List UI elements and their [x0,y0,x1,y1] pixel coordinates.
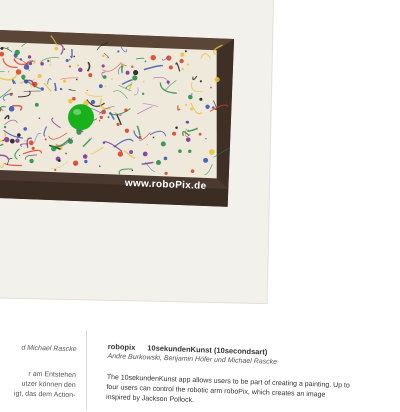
column-divider [86,330,87,410]
left-body-fragment: r am Entstehen utzer können den igt, das dem Action- [0,369,76,401]
canvas-floor [0,41,222,178]
right-column [106,342,353,412]
project-title: 10sekundenKunst (10secondsart) [147,343,267,356]
left-column [0,343,77,401]
artwork-photo [0,29,234,207]
left-authors-fragment: d Michael Rascke [0,343,77,355]
project-name: robopix [108,342,136,352]
project-description: The 10sekundenKunst app allows users to be part of creating a painting. Up to four users can control the robotic arm roboPix, which creates an image inspired by Jackson Pollock. [106,373,352,412]
watermark-text: www.roboPix.de [125,178,207,192]
project-authors: Andre Burkowski, Benjamin Höfer und Michael Rascke [107,352,352,371]
